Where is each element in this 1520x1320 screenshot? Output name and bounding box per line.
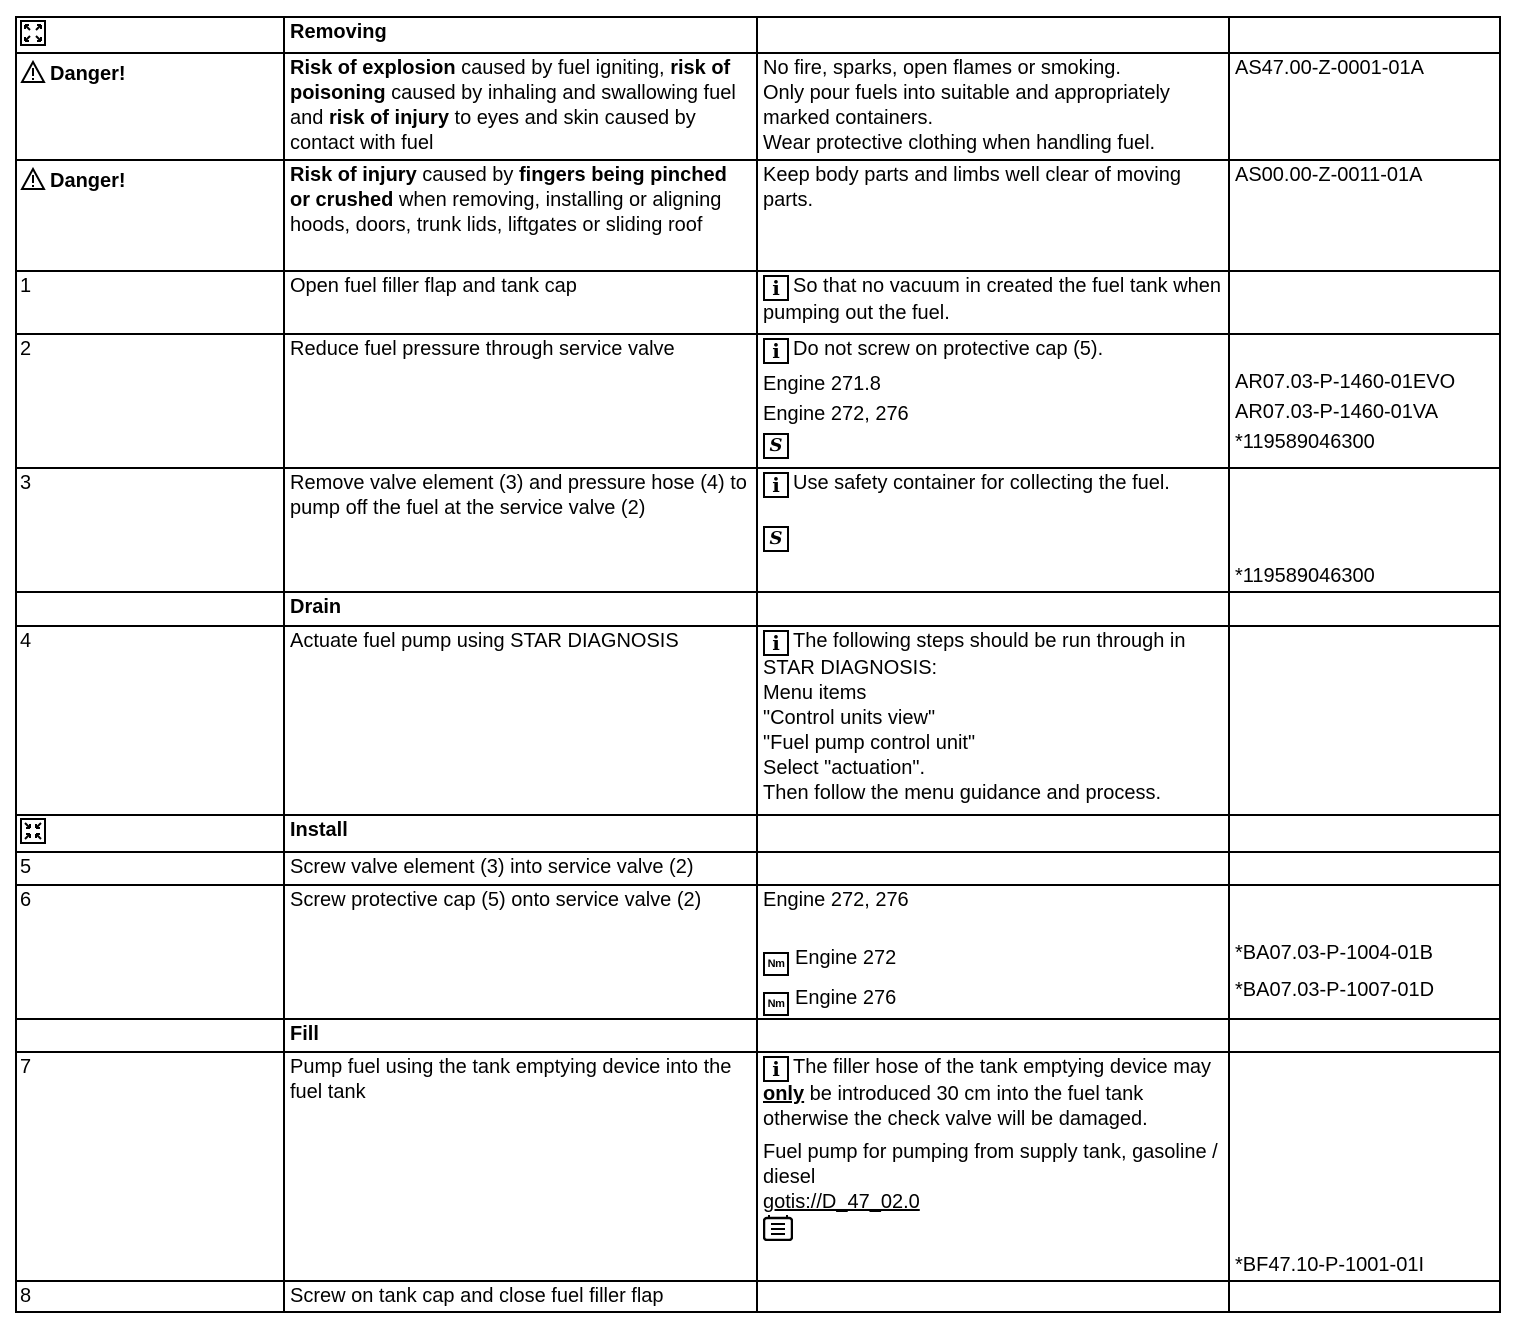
step-text: Actuate fuel pump using STAR DIAGNOSIS xyxy=(284,626,757,815)
section-row-fill xyxy=(16,1019,1500,1052)
danger-row xyxy=(16,53,1500,160)
step-row-1 xyxy=(16,271,1500,334)
info-icon: i xyxy=(763,472,789,498)
pump-description: Fuel pump for pumping from supply tank, gasoline / diesel xyxy=(763,1141,1218,1188)
torque-nm-icon[interactable]: Nm xyxy=(763,952,789,976)
engine-line: Engine 271.8 xyxy=(763,373,881,395)
step-text: Reduce fuel pressure through service valve xyxy=(284,334,757,468)
reference-link[interactable]: *BA07.03-P-1004-01B xyxy=(1235,942,1433,964)
step-number: 2 xyxy=(16,334,284,468)
step-row-7: 7 Pump fuel using the tank emptying device into the fuel tank i The filler hose of the tank emptying device may only be introduced 30 cm into the fuel tank otherwise the check valve will be damaged. Fuel pump for pumping from supply tank, gasoline / diesel gotis://D_47_02.0 *BF47.10-P-1001-01I xyxy=(16,1052,1500,1281)
gotis-link[interactable]: gotis://D_47_02.0 xyxy=(763,1191,920,1213)
step-text: Remove valve element (3) and pressure hose (4) to pump off the fuel at the service valve (2) xyxy=(284,468,757,592)
engine-line: Engine 272, 276 xyxy=(763,889,909,911)
info-icon: i xyxy=(763,630,789,656)
warning-triangle-icon xyxy=(20,60,46,84)
step-row-4: 4 Actuate fuel pump using STAR DIAGNOSIS i The following steps should be run through in STAR DIAGNOSIS: Menu items "Control units view" "Fuel pump control unit" Select "actuation". Then follow the menu guidance and process. xyxy=(16,626,1500,815)
remove-install-icon xyxy=(20,20,46,46)
tool-number[interactable]: *119589046300 xyxy=(1235,565,1375,587)
step-note: Do not screw on protective cap (5). xyxy=(793,338,1104,360)
step-row-3 xyxy=(16,468,1500,592)
step-text: Screw protective cap (5) onto service valve (2) xyxy=(284,885,757,1019)
step-number: 3 xyxy=(16,468,284,592)
warning-triangle-icon xyxy=(20,167,46,191)
section-title-fill: Fill xyxy=(290,1023,319,1045)
danger-label: Danger! xyxy=(20,167,126,194)
procedure-table xyxy=(15,16,1501,1313)
step-number: 8 xyxy=(16,1281,284,1312)
section-title-drain: Drain xyxy=(290,596,342,618)
step-number: 4 xyxy=(16,626,284,815)
section-title-install: Install xyxy=(290,819,348,841)
step-note: The following steps should be run through in STAR DIAGNOSIS: xyxy=(763,630,1186,679)
step-row-2 xyxy=(16,334,1500,468)
step-text: Open fuel filler flap and tank cap xyxy=(284,271,757,334)
step-number: 1 xyxy=(16,271,284,334)
reference-link[interactable]: AR07.03-P-1460-01EVO xyxy=(1235,371,1456,393)
section-title-removing: Removing xyxy=(290,21,387,43)
danger-description: Risk of explosion caused by fuel igniting, risk of poisoning caused by inhaling and swallowing fuel and risk of injury to eyes and skin caused by contact with fuel xyxy=(284,53,757,160)
step-note: So that no vacuum in created the fuel tank when pumping out the fuel. xyxy=(763,275,1222,324)
section-row-install xyxy=(16,815,1500,852)
engine-line: Engine 276 xyxy=(795,987,897,1009)
step-text: Pump fuel using the tank emptying device into the fuel tank xyxy=(284,1052,757,1281)
step-number: 7 xyxy=(16,1052,284,1281)
special-tool-icon[interactable]: S xyxy=(763,433,789,459)
section-row-removing xyxy=(16,17,1500,53)
step-note: Use safety container for collecting the fuel. xyxy=(793,472,1170,494)
info-icon: i xyxy=(763,275,789,301)
step-number: 6 xyxy=(16,885,284,1019)
step-text: Screw valve element (3) into service valve (2) xyxy=(284,852,757,885)
reference-link[interactable]: AR07.03-P-1460-01VA xyxy=(1235,401,1439,423)
info-icon: i xyxy=(763,338,789,364)
reference-link[interactable]: *BA07.03-P-1007-01D xyxy=(1235,979,1435,1001)
remove-install-icon xyxy=(20,818,46,844)
step-row-8 xyxy=(16,1281,1500,1312)
step-text: Screw on tank cap and close fuel filler flap xyxy=(284,1281,757,1312)
reference-link[interactable]: AS47.00-Z-0001-01A xyxy=(1235,57,1425,79)
step-row-5 xyxy=(16,852,1500,885)
special-tool-icon[interactable]: S xyxy=(763,526,789,552)
danger-description: Risk of injury caused by fingers being pinched or crushed when removing, installing or aligning hoods, doors, trunk lids, liftgates or sliding roof xyxy=(284,160,757,271)
danger-measures: No fire, sparks, open flames or smoking. Only pour fuels into suitable and appropriately marked containers. Wear protective clothing when handling fuel. xyxy=(757,53,1229,160)
engine-line: Engine 272, 276 xyxy=(763,403,909,425)
reference-link[interactable]: *BF47.10-P-1001-01I xyxy=(1235,1254,1425,1276)
info-icon: i xyxy=(763,1056,789,1082)
danger-label: Danger! xyxy=(20,60,126,87)
torque-nm-icon[interactable]: Nm xyxy=(763,992,789,1016)
danger-measures: Keep body parts and limbs well clear of moving parts. xyxy=(757,160,1229,271)
step-row-6 xyxy=(16,885,1500,1019)
reference-link[interactable]: AS00.00-Z-0011-01A xyxy=(1235,164,1423,186)
engine-line: Engine 272 xyxy=(795,947,897,969)
section-row-drain xyxy=(16,592,1500,626)
tool-number[interactable]: *119589046300 xyxy=(1235,431,1375,453)
document-reference-icon[interactable] xyxy=(763,1215,793,1241)
danger-row xyxy=(16,160,1500,271)
step-number: 5 xyxy=(16,852,284,885)
